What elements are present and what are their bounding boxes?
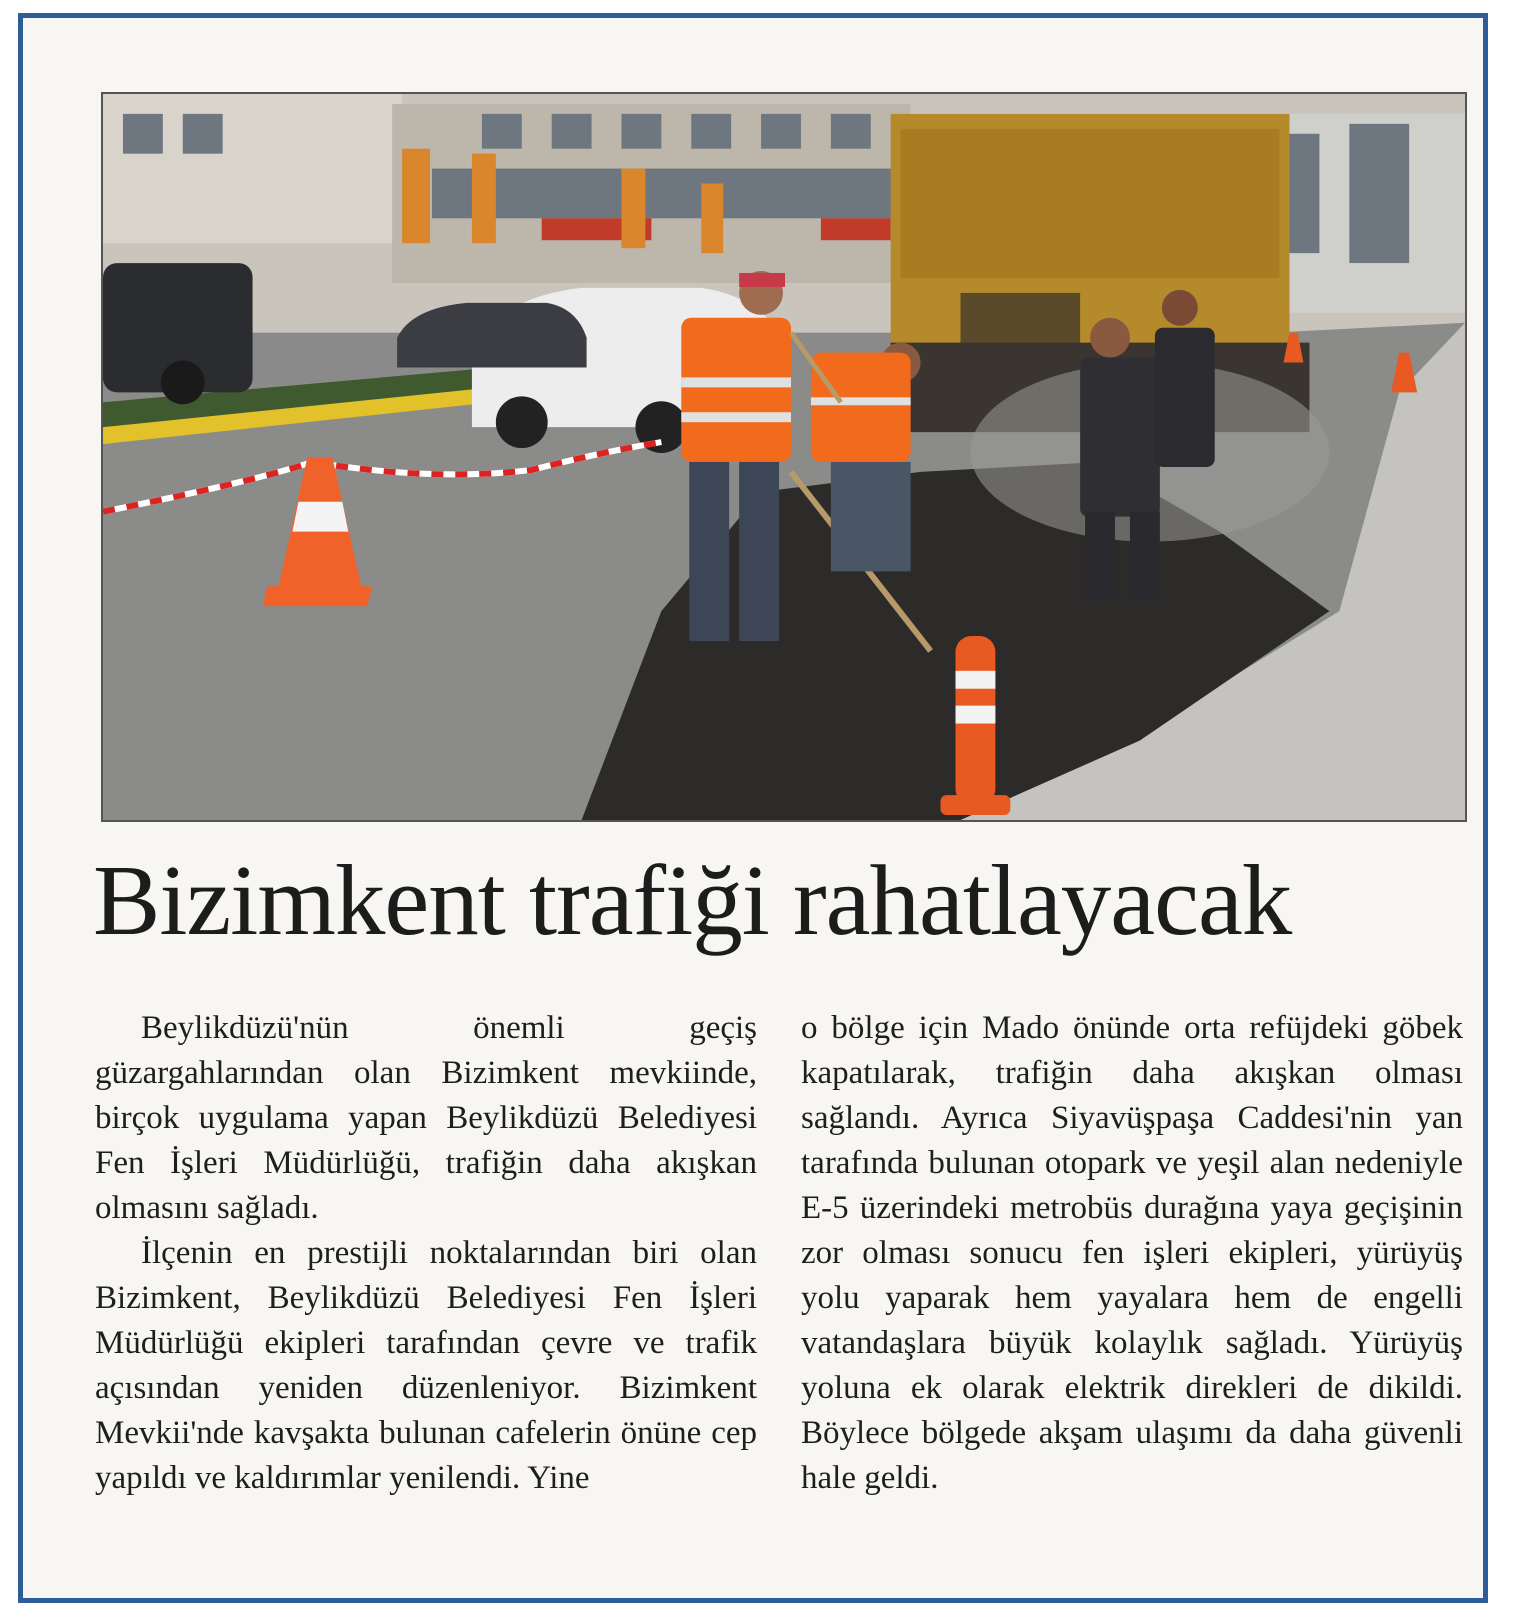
street-repair-photo-icon [103,94,1465,820]
clipping-frame [18,13,1488,1603]
article-headline: Bizimkent trafiği rahatlayacak [93,844,1292,956]
article-photo [101,92,1467,822]
paragraph: İlçenin en prestijli noktalarından biri olan Bizimkent, Beylikdüzü Belediyesi Fen İşleri Müdürlüğü ekipleri tarafından çevre ve trafik açısından yeniden düzenleniyor. Bizimkent Mevkii'nde kavşakta bulunan cafelerin önüne cep yapıldı ve kaldırımlar yenilendi. Yine [95,1235,757,1496]
article-column-left [95,1006,757,1501]
article-column-right [801,1006,1463,1501]
paragraph: Beylikdüzü'nün önemli geçiş güzargahlarından olan Bizimkent mevkiinde, birçok uygulama yapan Beylikdüzü Belediyesi Fen İşleri Müdürlüğü, trafiğin daha akışkan olmasını sağladı. [95,1010,757,1226]
paragraph: o bölge için Mado önünde orta refüjdeki göbek kapatılarak, trafiğin daha akışkan olması sağlandı. Ayrıca Siyavüşpaşa Caddesi'nin yan tarafında bulunan otopark ve yeşil alan nedeniyle E-5 üzerindeki metrobüs durağına yaya geçişinin zor olması sonucu fen işleri ekipleri, yürüyüş yolu yaparak hem yayalara hem de engelli vatandaşlara büyük kolaylık sağladı. Yürüyüş yoluna ek olarak elektrik direkleri de dikildi. Böylece bölgede akşam ulaşımı da daha güvenli hale geldi. [801,1010,1463,1496]
